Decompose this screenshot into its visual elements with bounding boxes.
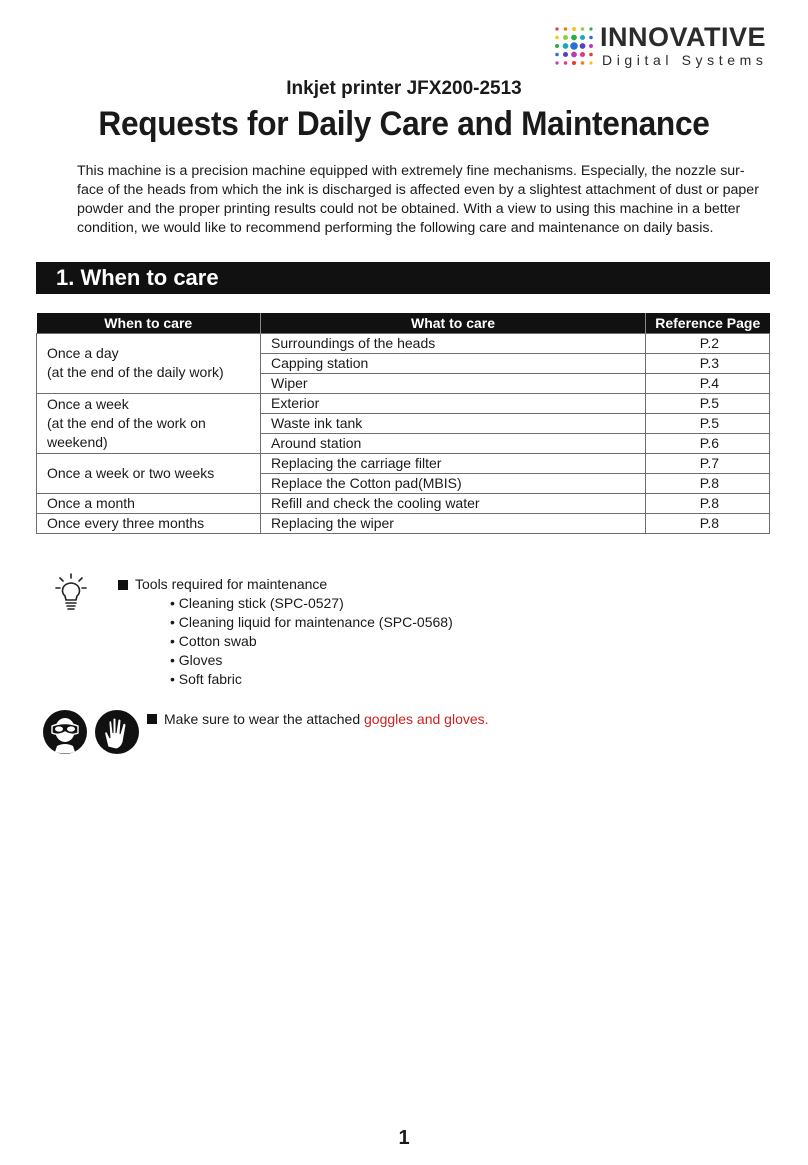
list-item: • Cleaning liquid for maintenance (SPC-0568): [170, 613, 453, 632]
square-bullet-icon: [147, 714, 157, 724]
when-cell: [37, 333, 261, 393]
logo-dot: [580, 35, 585, 40]
when-line: Once a week or two weeks: [47, 465, 215, 481]
reference-page-cell: P.5: [646, 413, 770, 433]
logo-name: INNOVATIVE: [600, 22, 767, 52]
when-line: Once a month: [47, 495, 135, 511]
logo-dot: [580, 43, 586, 49]
table-row: [37, 333, 770, 353]
what-cell: Around station: [261, 433, 646, 453]
when-cell: [37, 513, 261, 533]
reference-page-cell: P.6: [646, 433, 770, 453]
logo-dot: [581, 27, 585, 31]
table-body: [37, 333, 770, 533]
logo-dot: [564, 27, 568, 31]
logo-dot: [589, 27, 592, 30]
page-number: 1: [398, 1127, 410, 1149]
lightbulb-tip-icon: [55, 573, 87, 611]
care-schedule-table: [36, 313, 770, 534]
logo-dot: [589, 61, 592, 64]
reference-page-cell: P.8: [646, 493, 770, 513]
table-row: [37, 393, 770, 413]
when-cell: [37, 453, 261, 493]
intro-paragraph: This machine is a precision machine equipped with extremely fine mechanisms. Especially, the nozzle sur-face of the heads from which the ink is discharged is affected even by a slightest attachment of dust or paper powder and the proper printing results could not be obtained. With a view to using this machine in a better condition, we would like to recommend performing the following care and maintenance on daily basis.: [77, 163, 759, 236]
when-cell: [37, 393, 261, 453]
gloves-icon: [94, 709, 140, 755]
logo-dot: [563, 52, 568, 57]
table-row: [37, 493, 770, 513]
logo-dot: [572, 61, 576, 65]
document-subtitle: Inkjet printer JFX200-2513: [286, 78, 522, 99]
goggles-icon: [42, 709, 88, 755]
when-line: Once every three months: [47, 515, 205, 531]
square-bullet-icon: [118, 580, 128, 590]
what-cell: Refill and check the cooling water: [261, 493, 646, 513]
what-cell: Exterior: [261, 393, 646, 413]
logo-dot-grid-icon: [552, 24, 596, 68]
when-line: (at the end of the work on: [47, 414, 206, 431]
reference-page-cell: P.7: [646, 453, 770, 473]
list-item: • Cotton swab: [170, 632, 453, 651]
reference-page-cell: P.4: [646, 373, 770, 393]
reference-page-cell: P.3: [646, 353, 770, 373]
section-title: 1. When to care: [56, 265, 219, 290]
logo-dot: [580, 52, 585, 57]
tools-section: [118, 575, 453, 689]
section-header-bar: [36, 262, 770, 294]
logo-dot: [589, 53, 593, 57]
list-item: • Soft fabric: [170, 670, 453, 689]
logo-dot: [581, 61, 585, 65]
logo-dot: [572, 27, 576, 31]
logo-tagline: Digital Systems: [602, 52, 768, 68]
logo-dot: [589, 44, 593, 48]
tools-heading-row: [118, 575, 453, 594]
logo-dot: [589, 36, 593, 40]
document-title: Requests for Daily Care and Maintenance: [98, 105, 710, 143]
when-cell: [37, 493, 261, 513]
logo-dot: [563, 35, 568, 40]
brand-logo: [552, 22, 792, 70]
when-line: (at the end of the daily work): [47, 364, 224, 380]
header-when: When to care: [37, 313, 261, 333]
when-line: Once a week: [47, 395, 129, 412]
table-row: [37, 453, 770, 473]
header-what: What to care: [261, 313, 646, 333]
when-line: Once a day: [47, 345, 119, 361]
list-item: • Gloves: [170, 651, 453, 670]
what-cell: Wiper: [261, 373, 646, 393]
safety-prefix: Make sure to wear the attached: [164, 711, 364, 727]
logo-dot: [563, 43, 569, 49]
logo-dot: [571, 35, 577, 41]
table-row: [37, 513, 770, 533]
when-line: weekend): [47, 433, 108, 450]
logo-dot: [555, 36, 559, 40]
what-cell: Waste ink tank: [261, 413, 646, 433]
safety-notice: [147, 711, 489, 727]
logo-dot: [555, 53, 559, 57]
ppe-icons: [42, 709, 140, 755]
tools-heading: Tools required for maintenance: [135, 576, 328, 592]
what-cell: Replacing the wiper: [261, 513, 646, 533]
logo-dot: [555, 27, 558, 30]
logo-dot: [570, 42, 578, 50]
reference-page-cell: P.5: [646, 393, 770, 413]
logo-dot: [555, 44, 559, 48]
safety-highlight: goggles and gloves.: [364, 711, 489, 727]
what-cell: Replacing the carriage filter: [261, 453, 646, 473]
table-header-row: [37, 313, 770, 333]
what-cell: Replace the Cotton pad(MBIS): [261, 473, 646, 493]
tools-list: [170, 594, 453, 689]
reference-page-cell: P.8: [646, 513, 770, 533]
reference-page-cell: P.2: [646, 333, 770, 353]
header-ref: Reference Page: [646, 313, 770, 333]
what-cell: Surroundings of the heads: [261, 333, 646, 353]
reference-page-cell: P.8: [646, 473, 770, 493]
logo-dot: [564, 61, 568, 65]
logo-dot: [571, 52, 577, 58]
logo-dot: [555, 61, 558, 64]
list-item: • Cleaning stick (SPC-0527): [170, 594, 453, 613]
what-cell: Capping station: [261, 353, 646, 373]
